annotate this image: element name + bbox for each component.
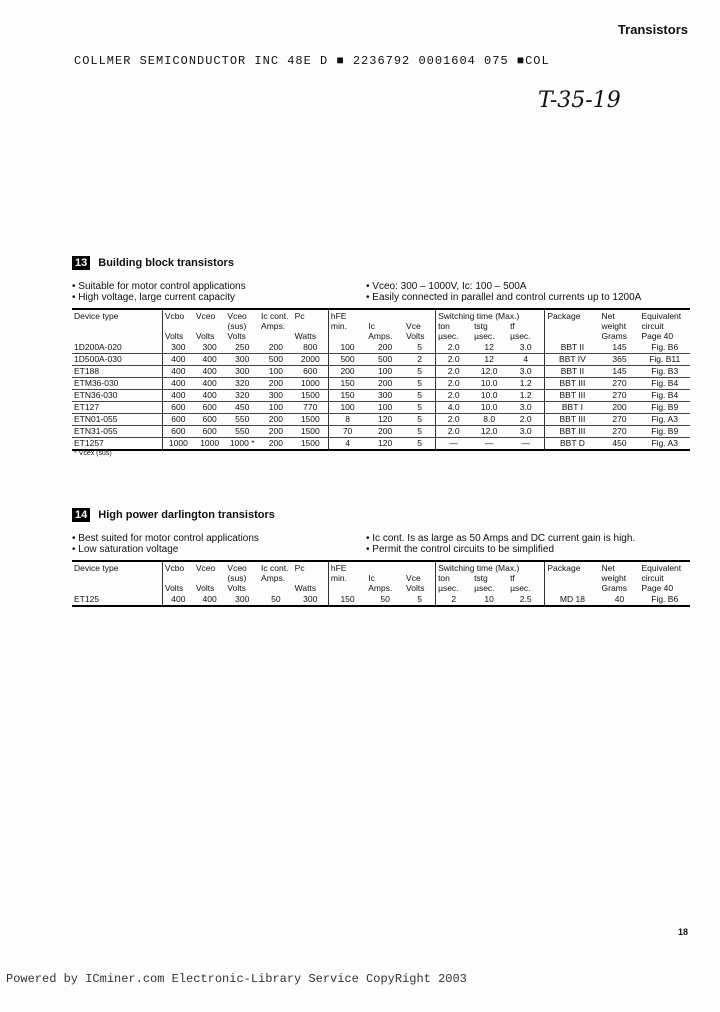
cell: 70 (328, 426, 366, 438)
cell: 100 (366, 402, 404, 414)
cell: BBT III (545, 414, 600, 426)
cell: 5 (404, 426, 436, 438)
unit: Grams (601, 583, 627, 593)
cell: 200 (366, 378, 404, 390)
cell: 50 (366, 594, 404, 606)
col-hfe: hFE min. (330, 563, 347, 583)
cell: 600 (194, 426, 226, 438)
cell: 10.0 (471, 390, 507, 402)
cell: ETN36-030 (72, 390, 162, 402)
table-row (72, 594, 690, 606)
table-header (72, 561, 690, 594)
cell: 100 (366, 366, 404, 378)
col-tf: tf (510, 573, 515, 583)
cell: 200 (259, 414, 293, 426)
col-weight: Net weight (601, 311, 627, 331)
cell: 1000 (194, 438, 226, 451)
cell: 400 (162, 378, 194, 390)
col-vceo-sus: Vceo (sus) (227, 563, 247, 583)
cell: 3.0 (507, 402, 545, 414)
cell: ET127 (72, 402, 162, 414)
col-equiv: Equivalent circuit (641, 311, 682, 331)
cell: 120 (366, 438, 404, 451)
cell: BBT II (545, 366, 600, 378)
cell: BBT III (545, 426, 600, 438)
cell: ET125 (72, 594, 162, 606)
col-ic2: Ic (368, 321, 375, 331)
bullets-right (366, 533, 635, 555)
cell: 1D200A-020 (72, 342, 162, 354)
cell: 10.0 (471, 378, 507, 390)
page-number: 18 (677, 927, 688, 937)
footnote: * Vcex (sus) (74, 450, 112, 457)
scan-header: COLLMER SEMICONDUCTOR INC 48E D ■ 2236792 0001604 075 ■COL (74, 54, 550, 68)
table-row (72, 390, 690, 402)
col-vcbo: Vcbo (164, 563, 185, 573)
powered-by-footer: Powered by ICminer.com Electronic-Library Service CopyRight 2003 (6, 972, 467, 986)
cell: 50 (259, 594, 293, 606)
unit: Volts (406, 583, 425, 593)
cell: Fig. A3 (639, 438, 690, 451)
col-vce: Vce (406, 573, 421, 583)
cell: 2 (404, 354, 436, 366)
col-tstg: tstg (474, 573, 488, 583)
table-row (72, 402, 690, 414)
cell: 10 (471, 594, 507, 606)
spec-table (72, 308, 690, 451)
cell: 5 (404, 414, 436, 426)
cell: 5 (404, 594, 436, 606)
col-package: Package (545, 309, 600, 342)
cell: 770 (293, 402, 329, 414)
cell: 400 (194, 594, 226, 606)
col-package: Package (545, 561, 600, 594)
cell: ETM36-030 (72, 378, 162, 390)
unit: Volts (227, 331, 246, 341)
cell: 145 (600, 342, 640, 354)
cell: Fig. B11 (639, 354, 690, 366)
unit: µsec. (438, 331, 459, 341)
cell: 300 (162, 342, 194, 354)
unit: µsec. (438, 583, 459, 593)
col-vceo: Vceo (195, 563, 216, 573)
col-tf: tf (510, 321, 515, 331)
cell: 600 (162, 402, 194, 414)
unit: Page 40 (641, 583, 674, 593)
col-ton: ton (438, 321, 450, 331)
cell: 400 (194, 366, 226, 378)
col-device: Device type (74, 563, 119, 573)
section-title: High power darlington transistors (98, 509, 275, 521)
cell: 320 (225, 378, 259, 390)
unit: µsec. (510, 331, 531, 341)
cell: 120 (366, 414, 404, 426)
cell: 270 (600, 414, 640, 426)
bullet: • High voltage, large current capacity (72, 292, 246, 303)
unit: Volts (406, 331, 425, 341)
cell: 4 (328, 438, 366, 451)
cell: BBT D (545, 438, 600, 451)
cell: 270 (600, 426, 640, 438)
cell: 400 (162, 354, 194, 366)
bullet: • Vceo: 300 – 1000V, Ic: 100 – 500A (366, 281, 641, 292)
cell: ETN01-055 (72, 414, 162, 426)
bullet: • Easily connected in parallel and control currents up to 1200A (366, 292, 641, 303)
cell: 300 (293, 594, 329, 606)
cell: 1.2 (507, 390, 545, 402)
cell: 400 (194, 390, 226, 402)
unit: Volts (227, 583, 246, 593)
cell: 145 (600, 366, 640, 378)
cell: 3.0 (507, 342, 545, 354)
cell: 8.0 (471, 414, 507, 426)
table-row (72, 378, 690, 390)
cell: 500 (328, 354, 366, 366)
cell: 1500 (293, 426, 329, 438)
cell: 10.0 (471, 402, 507, 414)
cell: — (507, 438, 545, 451)
cell: 200 (259, 342, 293, 354)
table-row (72, 342, 690, 354)
cell: Fig. B6 (639, 342, 690, 354)
cell: 150 (328, 378, 366, 390)
col-switching: Switching time (Max.) (438, 311, 520, 321)
cell: 600 (194, 402, 226, 414)
cell: 200 (328, 366, 366, 378)
cell: 5 (404, 378, 436, 390)
cell: 800 (293, 342, 329, 354)
cell: 4.0 (436, 402, 472, 414)
cell: 150 (328, 594, 366, 606)
cell: 320 (225, 390, 259, 402)
section-number: 14 (72, 508, 90, 522)
cell: 5 (404, 366, 436, 378)
cell: 300 (225, 366, 259, 378)
unit: Volts (195, 331, 215, 341)
col-switching: Switching time (Max.) (438, 563, 520, 573)
cell: 365 (600, 354, 640, 366)
cell: 12 (471, 354, 507, 366)
cell: ET188 (72, 366, 162, 378)
cell: 500 (366, 354, 404, 366)
cell: 2000 (293, 354, 329, 366)
cell: 2 (436, 594, 472, 606)
unit: µsec. (474, 331, 495, 341)
col-ic2: Ic (368, 573, 375, 583)
unit: Watts (294, 331, 317, 341)
cell: 600 (162, 426, 194, 438)
col-ic: Ic cont. (261, 311, 289, 321)
bullets-left (72, 533, 259, 555)
unit: Grams (601, 331, 627, 341)
cell: Fig. B9 (639, 426, 690, 438)
unit: Volts (164, 583, 184, 593)
cell: 200 (259, 426, 293, 438)
table-row (72, 438, 690, 451)
cell: 200 (366, 342, 404, 354)
cell: 8 (328, 414, 366, 426)
table-row (72, 366, 690, 378)
table-row (72, 426, 690, 438)
col-vceo-sus: Vceo (sus) (227, 311, 247, 331)
col-vce: Vce (406, 321, 421, 331)
cell: 300 (225, 354, 259, 366)
cell: 400 (162, 594, 194, 606)
col-ton: ton (438, 573, 450, 583)
unit: Amps. (261, 573, 286, 583)
cell: 1500 (293, 414, 329, 426)
cell: 1500 (293, 438, 329, 451)
unit: Volts (164, 331, 184, 341)
cell: 5 (404, 402, 436, 414)
cell: 300 (366, 390, 404, 402)
cell: 2.5 (507, 594, 545, 606)
cell: 1000 (162, 438, 194, 451)
cell: 200 (366, 426, 404, 438)
cell: 2.0 (436, 426, 472, 438)
bullet: • Best suited for motor control applications (72, 533, 259, 544)
cell: 400 (162, 366, 194, 378)
cell: 100 (259, 402, 293, 414)
cell: 1000 (293, 378, 329, 390)
cell: ET1257 (72, 438, 162, 451)
cell: BBT III (545, 378, 600, 390)
cell: Fig. B4 (639, 378, 690, 390)
cell: 2.0 (436, 414, 472, 426)
unit: µsec. (510, 583, 531, 593)
cell: 450 (225, 402, 259, 414)
col-device: Device type (74, 311, 119, 321)
bullet: • Ic cont. Is as large as 50 Amps and DC current gain is high. (366, 533, 635, 544)
cell: 3.0 (507, 366, 545, 378)
unit: Amps. (368, 583, 393, 593)
cell: 270 (600, 378, 640, 390)
col-vceo: Vceo (195, 311, 216, 321)
cell: 2.0 (436, 390, 472, 402)
cell: 5 (404, 390, 436, 402)
cell: 250 (225, 342, 259, 354)
cell: 100 (328, 402, 366, 414)
unit: Amps. (368, 331, 393, 341)
section-title: Building block transistors (98, 257, 234, 269)
cell: 1500 (293, 390, 329, 402)
cell: 300 (194, 342, 226, 354)
cell: BBT IV (545, 354, 600, 366)
cell: 400 (194, 378, 226, 390)
col-equiv: Equivalent circuit (641, 563, 682, 583)
unit: Amps. (261, 321, 286, 331)
cell: BBT II (545, 342, 600, 354)
cell: 200 (600, 402, 640, 414)
table-row (72, 414, 690, 426)
table-header (72, 309, 690, 342)
cell: 200 (259, 378, 293, 390)
category-title: Transistors (617, 22, 688, 37)
cell: BBT III (545, 390, 600, 402)
cell: 12.0 (471, 366, 507, 378)
handwritten-note: T-35-19 (538, 88, 621, 113)
cell: 4 (507, 354, 545, 366)
cell: 2.0 (436, 354, 472, 366)
col-pc: Pc (294, 311, 305, 321)
cell: 12.0 (471, 426, 507, 438)
cell: 2.0 (436, 378, 472, 390)
bullets-right (366, 281, 641, 303)
cell: 300 (225, 594, 259, 606)
cell: Fig. A3 (639, 414, 690, 426)
cell: 450 (600, 438, 640, 451)
cell: 600 (194, 414, 226, 426)
cell: Fig. B9 (639, 402, 690, 414)
cell: 400 (162, 390, 194, 402)
spec-table (72, 560, 690, 607)
cell: 40 (600, 594, 640, 606)
cell: — (436, 438, 472, 451)
col-hfe: hFE min. (330, 311, 347, 331)
cell: — (471, 438, 507, 451)
cell: 400 (194, 354, 226, 366)
cell: 1D500A-030 (72, 354, 162, 366)
cell: 600 (162, 414, 194, 426)
cell: 12 (471, 342, 507, 354)
table-row (72, 354, 690, 366)
cell: 270 (600, 390, 640, 402)
unit: Volts (195, 583, 215, 593)
cell: 100 (328, 342, 366, 354)
cell: 1000 * (225, 438, 259, 451)
cell: Fig. B6 (639, 594, 690, 606)
cell: 1.2 (507, 378, 545, 390)
col-tstg: tstg (474, 321, 488, 331)
section-number: 13 (72, 256, 90, 270)
cell: 2.0 (436, 366, 472, 378)
cell: Fig. B4 (639, 390, 690, 402)
cell: Fig. B3 (639, 366, 690, 378)
cell: 150 (328, 390, 366, 402)
cell: 550 (225, 414, 259, 426)
col-ic: Ic cont. (261, 563, 289, 573)
bullet: • Permit the control circuits to be simplified (366, 544, 635, 555)
col-vcbo: Vcbo (164, 311, 185, 321)
cell: 550 (225, 426, 259, 438)
cell: 3.0 (507, 426, 545, 438)
cell: MD 18 (545, 594, 600, 606)
unit: µsec. (474, 583, 495, 593)
cell: 2.0 (507, 414, 545, 426)
col-weight: Net weight (601, 563, 627, 583)
cell: 600 (293, 366, 329, 378)
cell: 100 (259, 366, 293, 378)
cell: 500 (259, 354, 293, 366)
cell: 5 (404, 438, 436, 451)
bullets-left (72, 281, 246, 303)
cell: 300 (259, 390, 293, 402)
bullet: • Low saturation voltage (72, 544, 259, 555)
cell: 200 (259, 438, 293, 451)
cell: 5 (404, 342, 436, 354)
cell: 2.0 (436, 342, 472, 354)
bullet: • Suitable for motor control applications (72, 281, 246, 292)
col-pc: Pc (294, 563, 305, 573)
cell: BBT I (545, 402, 600, 414)
unit: Watts (294, 583, 317, 593)
cell: ETN31-055 (72, 426, 162, 438)
unit: Page 40 (641, 331, 674, 341)
